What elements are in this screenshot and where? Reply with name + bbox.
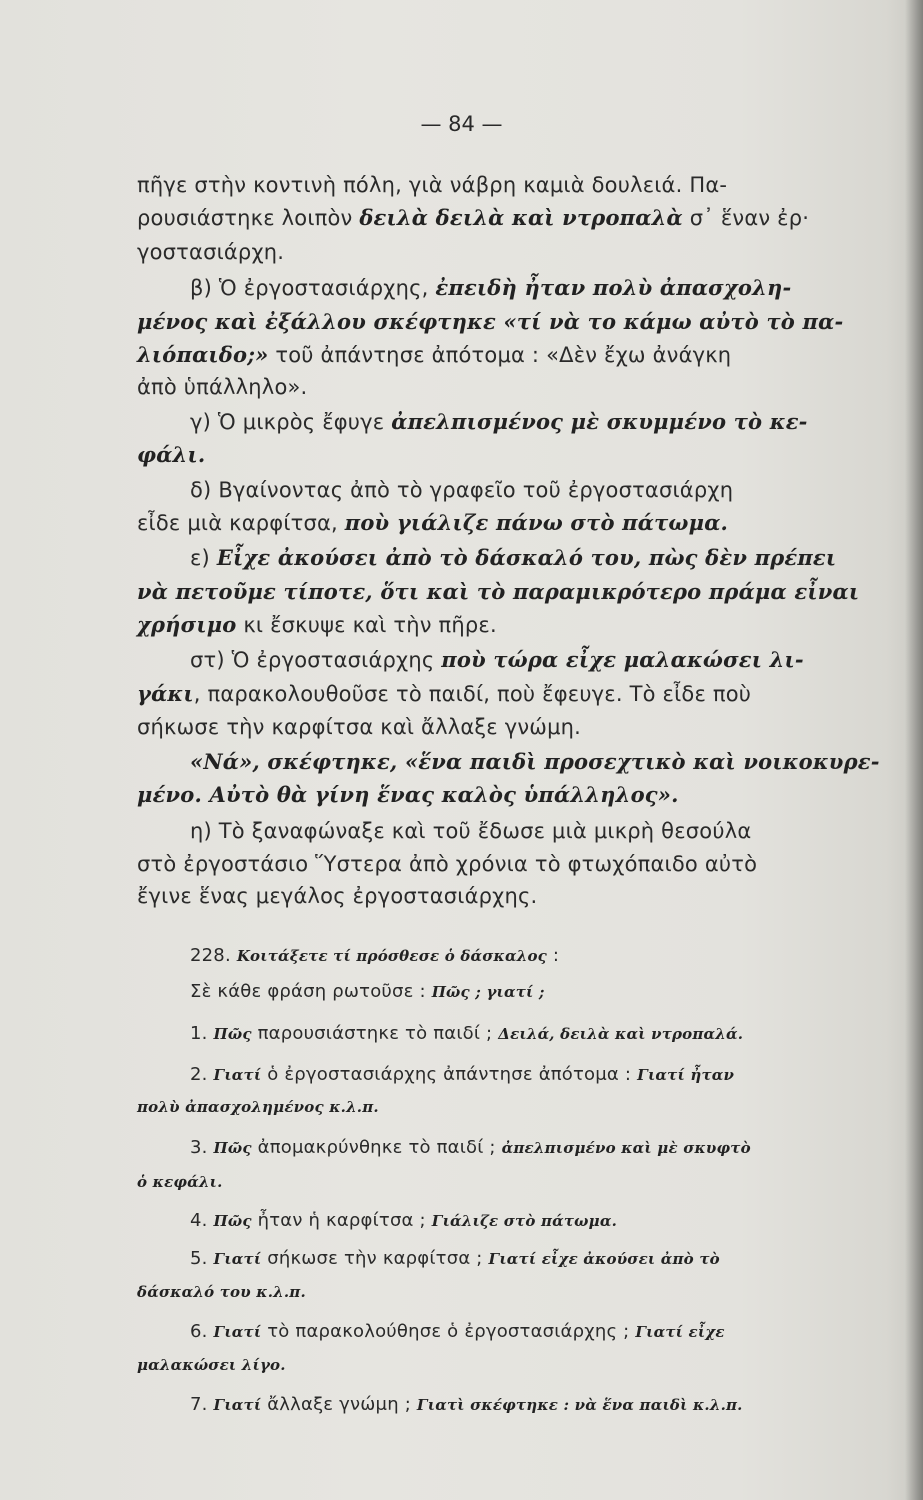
text-line <box>0 849 923 879</box>
body-text: στὸ ἐργοστάσιο Ὕστερα ἀπὸ χρόνια τὸ φτωχόπαιδο αὐτὸ <box>137 852 758 876</box>
emphasized-text: Εἶχε ἀκούσει ἀπὸ τὸ δάσκαλό του, πὼς δὲν πρέπει <box>216 545 837 570</box>
body-text: γοστασιάρχη. <box>137 240 285 264</box>
body-text: : <box>546 945 560 966</box>
text-line <box>0 1092 923 1122</box>
body-text: 7. <box>190 1394 214 1415</box>
text-line <box>0 1277 923 1307</box>
body-text: β) Ὁ ἐργοστασιάρχης, <box>190 276 436 300</box>
body-text: στ) Ὁ ἐργοστασιάρχης <box>190 648 442 672</box>
emphasized-text: πολὺ ἀπασχολημένος κ.λ.π. <box>137 1098 379 1116</box>
body-text: κι ἔσκυψε καὶ τὴν πῆρε. <box>236 613 497 637</box>
text-line <box>0 1317 923 1347</box>
emphasized-text: μαλακώσει λίγο. <box>137 1356 286 1374</box>
emphasized-text: Γιατί εἶχε ἀκούσει ἀπὸ τὸ <box>488 1250 720 1268</box>
body-text: 6. <box>190 1321 214 1342</box>
text-line <box>0 941 923 971</box>
emphasized-text: ποὺ τώρα εἶχε μαλακώσει λι- <box>441 647 804 672</box>
text-line <box>0 1019 923 1049</box>
emphasized-text: χρήσιμο <box>137 612 237 637</box>
emphasized-text: Γιατὶ σκέφτηκε : νὰ ἕνα παιδὶ κ.λ.π. <box>416 1396 743 1414</box>
text-line <box>0 1244 923 1274</box>
emphasized-text: μένο. Αὐτὸ θὰ γίνη ἕνας καλὸς ὑπάλληλος». <box>137 782 679 807</box>
body-text: σήκωσε τὴν καρφίτσα καὶ ἄλλαξε γνώμη. <box>137 715 582 739</box>
body-text: ἀπομακρύνθηκε τὸ παιδί ; <box>251 1137 502 1158</box>
body-text: 2. <box>190 1064 214 1085</box>
text-line <box>0 508 923 538</box>
body-text: 4. <box>190 1210 214 1231</box>
body-text: σ᾽ ἕναν ἐρ· <box>682 206 810 230</box>
text-line <box>0 1060 923 1090</box>
body-text: 3. <box>190 1137 214 1158</box>
body-text: 1. <box>190 1023 214 1044</box>
emphasized-text: Πῶς ; γιατί ; <box>431 983 545 1001</box>
body-text: ρουσιάστηκε λοιπὸν <box>137 206 360 230</box>
emphasized-text: λιόπαιδο;» <box>137 342 269 367</box>
text-line <box>0 407 923 437</box>
text-line <box>0 780 923 810</box>
text-line <box>0 273 923 303</box>
emphasized-text: ἀπελπισμένος μὲ σκυμμένο τὸ κε- <box>391 409 808 434</box>
text-line <box>0 440 923 470</box>
text-line <box>0 977 923 1007</box>
body-text: ἀπὸ ὑπάλληλο». <box>137 375 308 399</box>
text-line <box>0 543 923 573</box>
body-text: , παρακολουθοῦσε τὸ παιδί, ποὺ ἔφευγε. Τὸ εἶδε ποὺ <box>193 682 752 706</box>
text-line <box>0 1167 923 1197</box>
text-line <box>0 237 923 267</box>
body-text: ὁ ἐργοστασιάρχης ἀπάντησε ἀπότομα : <box>261 1064 638 1085</box>
emphasized-text: νὰ πετοῦμε τίποτε, ὅτι καὶ τὸ παραμικρότερο πράμα εἶναι <box>137 579 860 604</box>
body-text: 5. <box>190 1248 214 1269</box>
body-text: δ) Βγαίνοντας ἀπὸ τὸ γραφεῖο τοῦ ἐργοστασιάρχη <box>190 478 734 502</box>
emphasized-text: Γιατί <box>213 1323 262 1341</box>
emphasized-text: Γιατί <box>213 1066 262 1084</box>
body-text: εἶδε μιὰ καρφίτσα, <box>137 511 345 535</box>
body-text: ἔγινε ἕνας μεγάλος ἐργοστασιάρχης. <box>137 884 538 908</box>
body-text: Σὲ κάθε φράση ρωτοῦσε : <box>190 981 432 1002</box>
emphasized-text: δειλὰ δειλὰ καὶ ντροπαλὰ <box>359 205 683 230</box>
page-number: — 84 — <box>420 112 503 136</box>
emphasized-text: ποὺ γιάλιζε πάνω στὸ πάτωμα. <box>344 510 729 535</box>
text-line <box>0 475 923 505</box>
text-line <box>0 881 923 911</box>
body-text: τοῦ ἀπάντησε ἀπότομα : «Δὲν ἔχω ἀνάγκη <box>268 343 732 367</box>
text-line <box>0 747 923 777</box>
emphasized-text: Γιατί ἦταν <box>637 1066 735 1084</box>
body-text: η) Τὸ ξαναφώναξε καὶ τοῦ ἔδωσε μιὰ μικρὴ θεσούλα <box>190 819 752 843</box>
emphasized-text: ἀπελπισμένο καὶ μὲ σκυφτὸ <box>501 1139 751 1157</box>
text-line <box>0 816 923 846</box>
emphasized-text: ὁ κεφάλι. <box>137 1173 223 1191</box>
emphasized-text: μένος καὶ ἐξάλλου σκέφτηκε «τί νὰ το κάμω αὐτὸ τὸ πα- <box>137 309 844 334</box>
text-line <box>0 1390 923 1420</box>
text-line <box>0 1206 923 1236</box>
text-line <box>0 340 923 370</box>
emphasized-text: Κοιτάξετε τί πρόσθεσε ὁ δάσκαλος <box>236 947 547 965</box>
text-line <box>0 307 923 337</box>
body-text: πῆγε στὴν κοντινὴ πόλη, γιὰ νάβρη καμιὰ δουλειά. Πα- <box>137 173 728 197</box>
text-line <box>0 610 923 640</box>
text-line <box>0 645 923 675</box>
emphasized-text: δάσκαλό του κ.λ.π. <box>137 1283 306 1301</box>
emphasized-text: Γιατί εἶχε <box>635 1323 725 1341</box>
body-text: τὸ παρακολούθησε ὁ ἐργοστασιάρχης ; <box>261 1321 636 1342</box>
text-line <box>0 203 923 233</box>
emphasized-text: Δειλά, δειλὰ καὶ ντροπαλά. <box>498 1025 744 1043</box>
emphasized-text: φάλι. <box>137 442 206 467</box>
body-text: 228. <box>190 945 237 966</box>
emphasized-text: Πῶς <box>213 1139 252 1157</box>
emphasized-text: γάκι <box>137 681 194 706</box>
emphasized-text: Πῶς <box>213 1212 252 1230</box>
body-text: σήκωσε τὴν καρφίτσα ; <box>261 1248 489 1269</box>
emphasized-text: Γιάλιζε στὸ πάτωμα. <box>431 1212 618 1230</box>
emphasized-text: ἐπειδὴ ἦταν πολὺ ἀπασχολη- <box>435 275 792 300</box>
text-line <box>0 372 923 402</box>
text-line <box>0 1133 923 1163</box>
text-line <box>0 1350 923 1380</box>
body-text: ε) <box>190 546 217 570</box>
emphasized-text: Γιατί <box>213 1396 262 1414</box>
text-line <box>0 577 923 607</box>
emphasized-text: «Νά», σκέφτηκε, «ἕνα παιδὶ προσεχτικὸ καὶ νοικοκυρε- <box>190 749 880 774</box>
body-text: γ) Ὁ μικρὸς ἔφυγε <box>190 410 392 434</box>
text-line <box>0 679 923 709</box>
text-line <box>0 170 923 200</box>
text-line <box>0 712 923 742</box>
emphasized-text: Γιατί <box>213 1250 262 1268</box>
body-text: παρουσιάστηκε τὸ παιδί ; <box>251 1023 499 1044</box>
emphasized-text: Πῶς <box>213 1025 252 1043</box>
body-text: ἄλλαξε γνώμη ; <box>261 1394 417 1415</box>
body-text: ἦταν ἡ καρφίτσα ; <box>251 1210 432 1231</box>
